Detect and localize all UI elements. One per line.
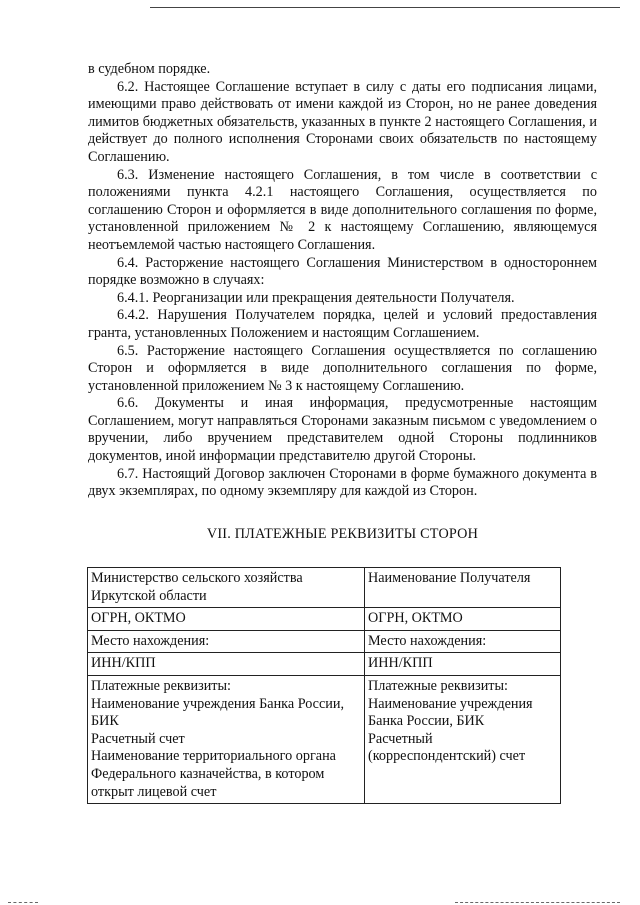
paragraph-6-4-1: 6.4.1. Реорганизации или прекращения деятельности Получателя. <box>117 289 515 306</box>
scan-edge-marks <box>0 902 640 904</box>
scan-mark-left <box>8 902 38 903</box>
payment-details-table <box>87 567 561 804</box>
recipient-inn-cell: ИНН/КПП <box>365 653 561 676</box>
cell-line: (корреспондентский) счет <box>368 748 526 765</box>
section-title: VII. ПЛАТЕЖНЫЕ РЕКВИЗИТЫ СТОРОН <box>206 525 479 542</box>
table-row <box>88 675 561 803</box>
scan-mark-right <box>455 902 620 903</box>
paragraph-6-4-2: 6.4.2. Нарушения Получателем порядка, целей и условий предоставления гранта, установленных Положением и настоящим Соглашением. <box>88 307 597 341</box>
ministry-name-cell: Министерство сельского хозяйства Иркутской области <box>88 568 365 608</box>
ministry-location-cell: Место нахождения: <box>88 630 365 653</box>
cell-line: Наименование учреждения Банка России, БИК <box>368 695 533 730</box>
paragraph-continuation: в судебном порядке. <box>88 61 211 77</box>
cell-line: Расчетный счет <box>91 730 185 747</box>
table-row <box>88 608 561 631</box>
cell-line: Расчетный <box>368 730 433 747</box>
ministry-bank-details-cell <box>88 675 365 803</box>
document-body <box>88 61 597 543</box>
top-rule <box>150 7 620 8</box>
ministry-inn-cell: ИНН/КПП <box>88 653 365 676</box>
table-row <box>88 653 561 676</box>
paragraph-6-7: 6.7. Настоящий Договор заключен Сторонами в форме бумажного документа в двух экземплярах, по одному экземпляру для каждой из Сторон. <box>88 465 597 500</box>
recipient-bank-details-cell <box>365 675 561 803</box>
recipient-name-cell: Наименование Получателя <box>365 568 561 608</box>
table-row <box>88 568 561 608</box>
ministry-ogrn-cell: ОГРН, ОКТМО <box>88 608 365 631</box>
table-row <box>88 630 561 653</box>
cell-line: Платежные реквизиты: <box>368 677 508 694</box>
paragraph-6-6: 6.6. Документы и иная информация, предусмотренные настоящим Соглашением, могут направляться Сторонами заказным письмом с уведомлением о вручении, либо вручением представителем одной Стороны подлинников документов, иной информации представителю другой Стороны. <box>88 395 597 465</box>
paragraph-6-3: 6.3. Изменение настоящего Соглашения, в том числе в соответствии с положениями пункта 4.2.1 настоящего Соглашения, осуществляется по соглашению Сторон и оформляется в виде дополнительного соглашения по форме, установленной приложением № 2 к настоящему Соглашению, являющемуся неотъемлемой частью настоящего Соглашения. <box>88 166 597 253</box>
recipient-ogrn-cell: ОГРН, ОКТМО <box>365 608 561 631</box>
cell-line: Наименование учреждения Банка России, БИК <box>91 695 344 730</box>
recipient-location-cell: Место нахождения: <box>365 630 561 653</box>
cell-line: Наименование территориального органа Федерального казначейства, в котором открыт лицевой счет <box>91 748 336 800</box>
paragraph-6-4: 6.4. Расторжение настоящего Соглашения Министерством в одностороннем порядке возможно в случаях: <box>88 254 597 289</box>
paragraph-6-2: 6.2. Настоящее Соглашение вступает в силу с даты его подписания лицами, имеющими право действовать от имени каждой из Сторон, но не ранее доведения лимитов бюджетных обязательств, указанных в пункте 2 настоящего Соглашения, и действует до полного исполнения Сторонами своих обязательств по настоящему Соглашению. <box>88 78 597 165</box>
paragraph-6-5: 6.5. Расторжение настоящего Соглашения осуществляется по соглашению Сторон и оформляется в виде дополнительного соглашения по форме, установленной приложением № 3 к настоящему Соглашению. <box>88 342 597 394</box>
cell-line: Платежные реквизиты: <box>91 677 231 694</box>
